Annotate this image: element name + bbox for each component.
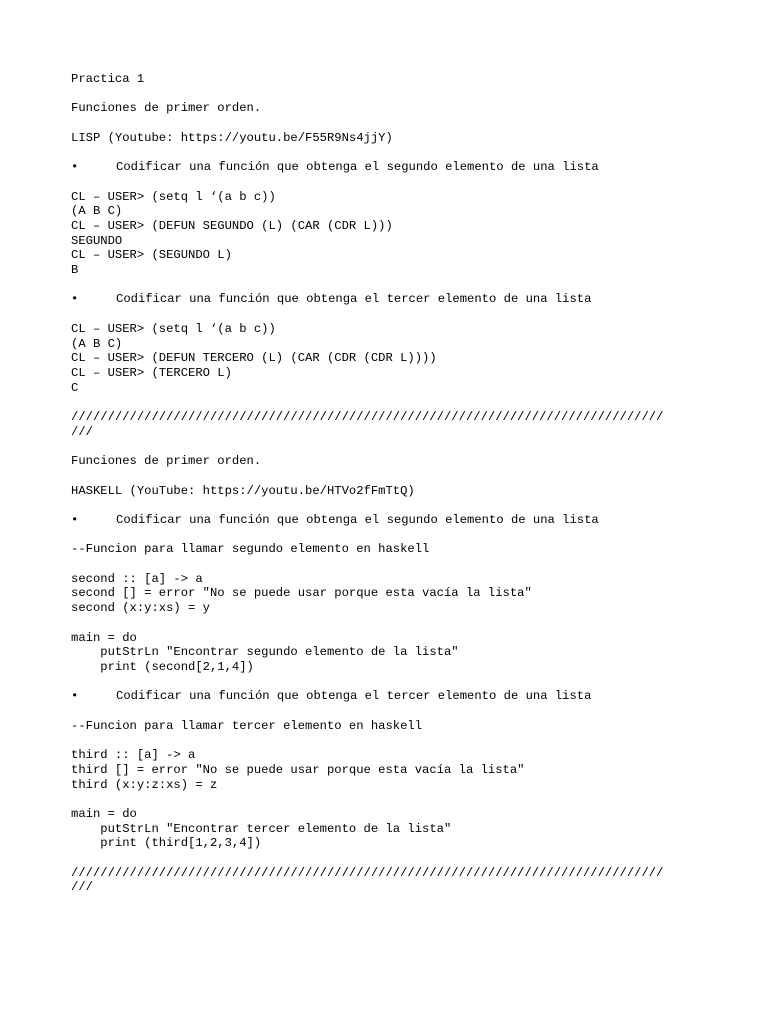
code-line: (A B C) <box>71 336 123 351</box>
haskell-bullet-2 <box>71 689 711 704</box>
code-line: main = do <box>71 806 137 821</box>
code-line: C <box>71 380 79 395</box>
haskell-heading: Funciones de primer orden. <box>71 454 262 469</box>
lisp-heading: Funciones de primer orden. <box>71 101 262 116</box>
code-line: (A B C) <box>71 204 123 219</box>
lisp-source: LISP (Youtube: https://youtu.be/F55R9Ns4jjY) <box>71 130 393 145</box>
code-comment: --Funcion para llamar tercer elemento en haskell <box>71 718 423 733</box>
separator-line: ///////////////////////////////////////////////////////////////////////////////// <box>71 410 664 425</box>
document-body <box>71 72 711 895</box>
code-line: print (third[1,2,3,4]) <box>71 836 262 851</box>
bullet-text: Codificar una función que obtenga el segundo elemento de una lista <box>116 160 599 175</box>
bullet-icon: • <box>71 512 79 527</box>
bullet-text: Codificar una función que obtenga el segundo elemento de una lista <box>116 512 599 527</box>
haskell-code-block-1b <box>71 631 711 675</box>
haskell-code-block-2b <box>71 807 711 851</box>
bullet-text: Codificar una función que obtenga el tercer elemento de una lista <box>116 689 592 704</box>
code-line: CL – USER> (DEFUN TERCERO (L) (CAR (CDR (CDR L)))) <box>71 351 437 366</box>
lisp-bullet-1 <box>71 160 711 175</box>
haskell-bullet-1 <box>71 513 711 528</box>
code-line: second (x:y:xs) = y <box>71 601 210 616</box>
code-line: CL – USER> (SEGUNDO L) <box>71 248 232 263</box>
code-line: SEGUNDO <box>71 233 123 248</box>
separator-line: /// <box>71 880 93 895</box>
code-line: CL – USER> (DEFUN SEGUNDO (L) (CAR (CDR L))) <box>71 218 393 233</box>
code-line: third :: [a] -> a <box>71 748 196 763</box>
haskell-code-block-1a <box>71 572 711 616</box>
bullet-text: Codificar una función que obtenga el tercer elemento de una lista <box>116 292 592 307</box>
lisp-code-block-2 <box>71 322 711 396</box>
code-line: CL – USER> (setq l ‘(a b c)) <box>71 189 276 204</box>
bullet-icon: • <box>71 689 79 704</box>
separator-line: /// <box>71 424 93 439</box>
document-title: Practica 1 <box>71 72 145 86</box>
separator <box>71 410 711 439</box>
haskell-source: HASKELL (YouTube: https://youtu.be/HTVo2fFmTtQ) <box>71 483 415 498</box>
code-line: main = do <box>71 630 137 645</box>
code-line: CL – USER> (TERCERO L) <box>71 365 232 380</box>
code-line: B <box>71 263 79 278</box>
code-line: print (second[2,1,4]) <box>71 659 254 674</box>
lisp-bullet-2 <box>71 292 711 307</box>
code-line: second :: [a] -> a <box>71 571 203 586</box>
code-line: putStrLn "Encontrar tercer elemento de la lista" <box>71 821 452 836</box>
bullet-icon: • <box>71 292 79 307</box>
haskell-code-block-2a <box>71 748 711 792</box>
separator-line: ///////////////////////////////////////////////////////////////////////////////// <box>71 865 664 880</box>
separator <box>71 866 711 895</box>
code-comment: --Funcion para llamar segundo elemento en haskell <box>71 542 430 557</box>
code-line: putStrLn "Encontrar segundo elemento de la lista" <box>71 645 459 660</box>
code-line: second [] = error "No se puede usar porque esta vacía la lista" <box>71 586 532 601</box>
bullet-icon: • <box>71 160 79 175</box>
code-line: third [] = error "No se puede usar porque esta vacía la lista" <box>71 762 525 777</box>
lisp-code-block-1 <box>71 190 711 278</box>
code-line: CL – USER> (setq l ‘(a b c)) <box>71 321 276 336</box>
code-line: third (x:y:z:xs) = z <box>71 777 218 792</box>
